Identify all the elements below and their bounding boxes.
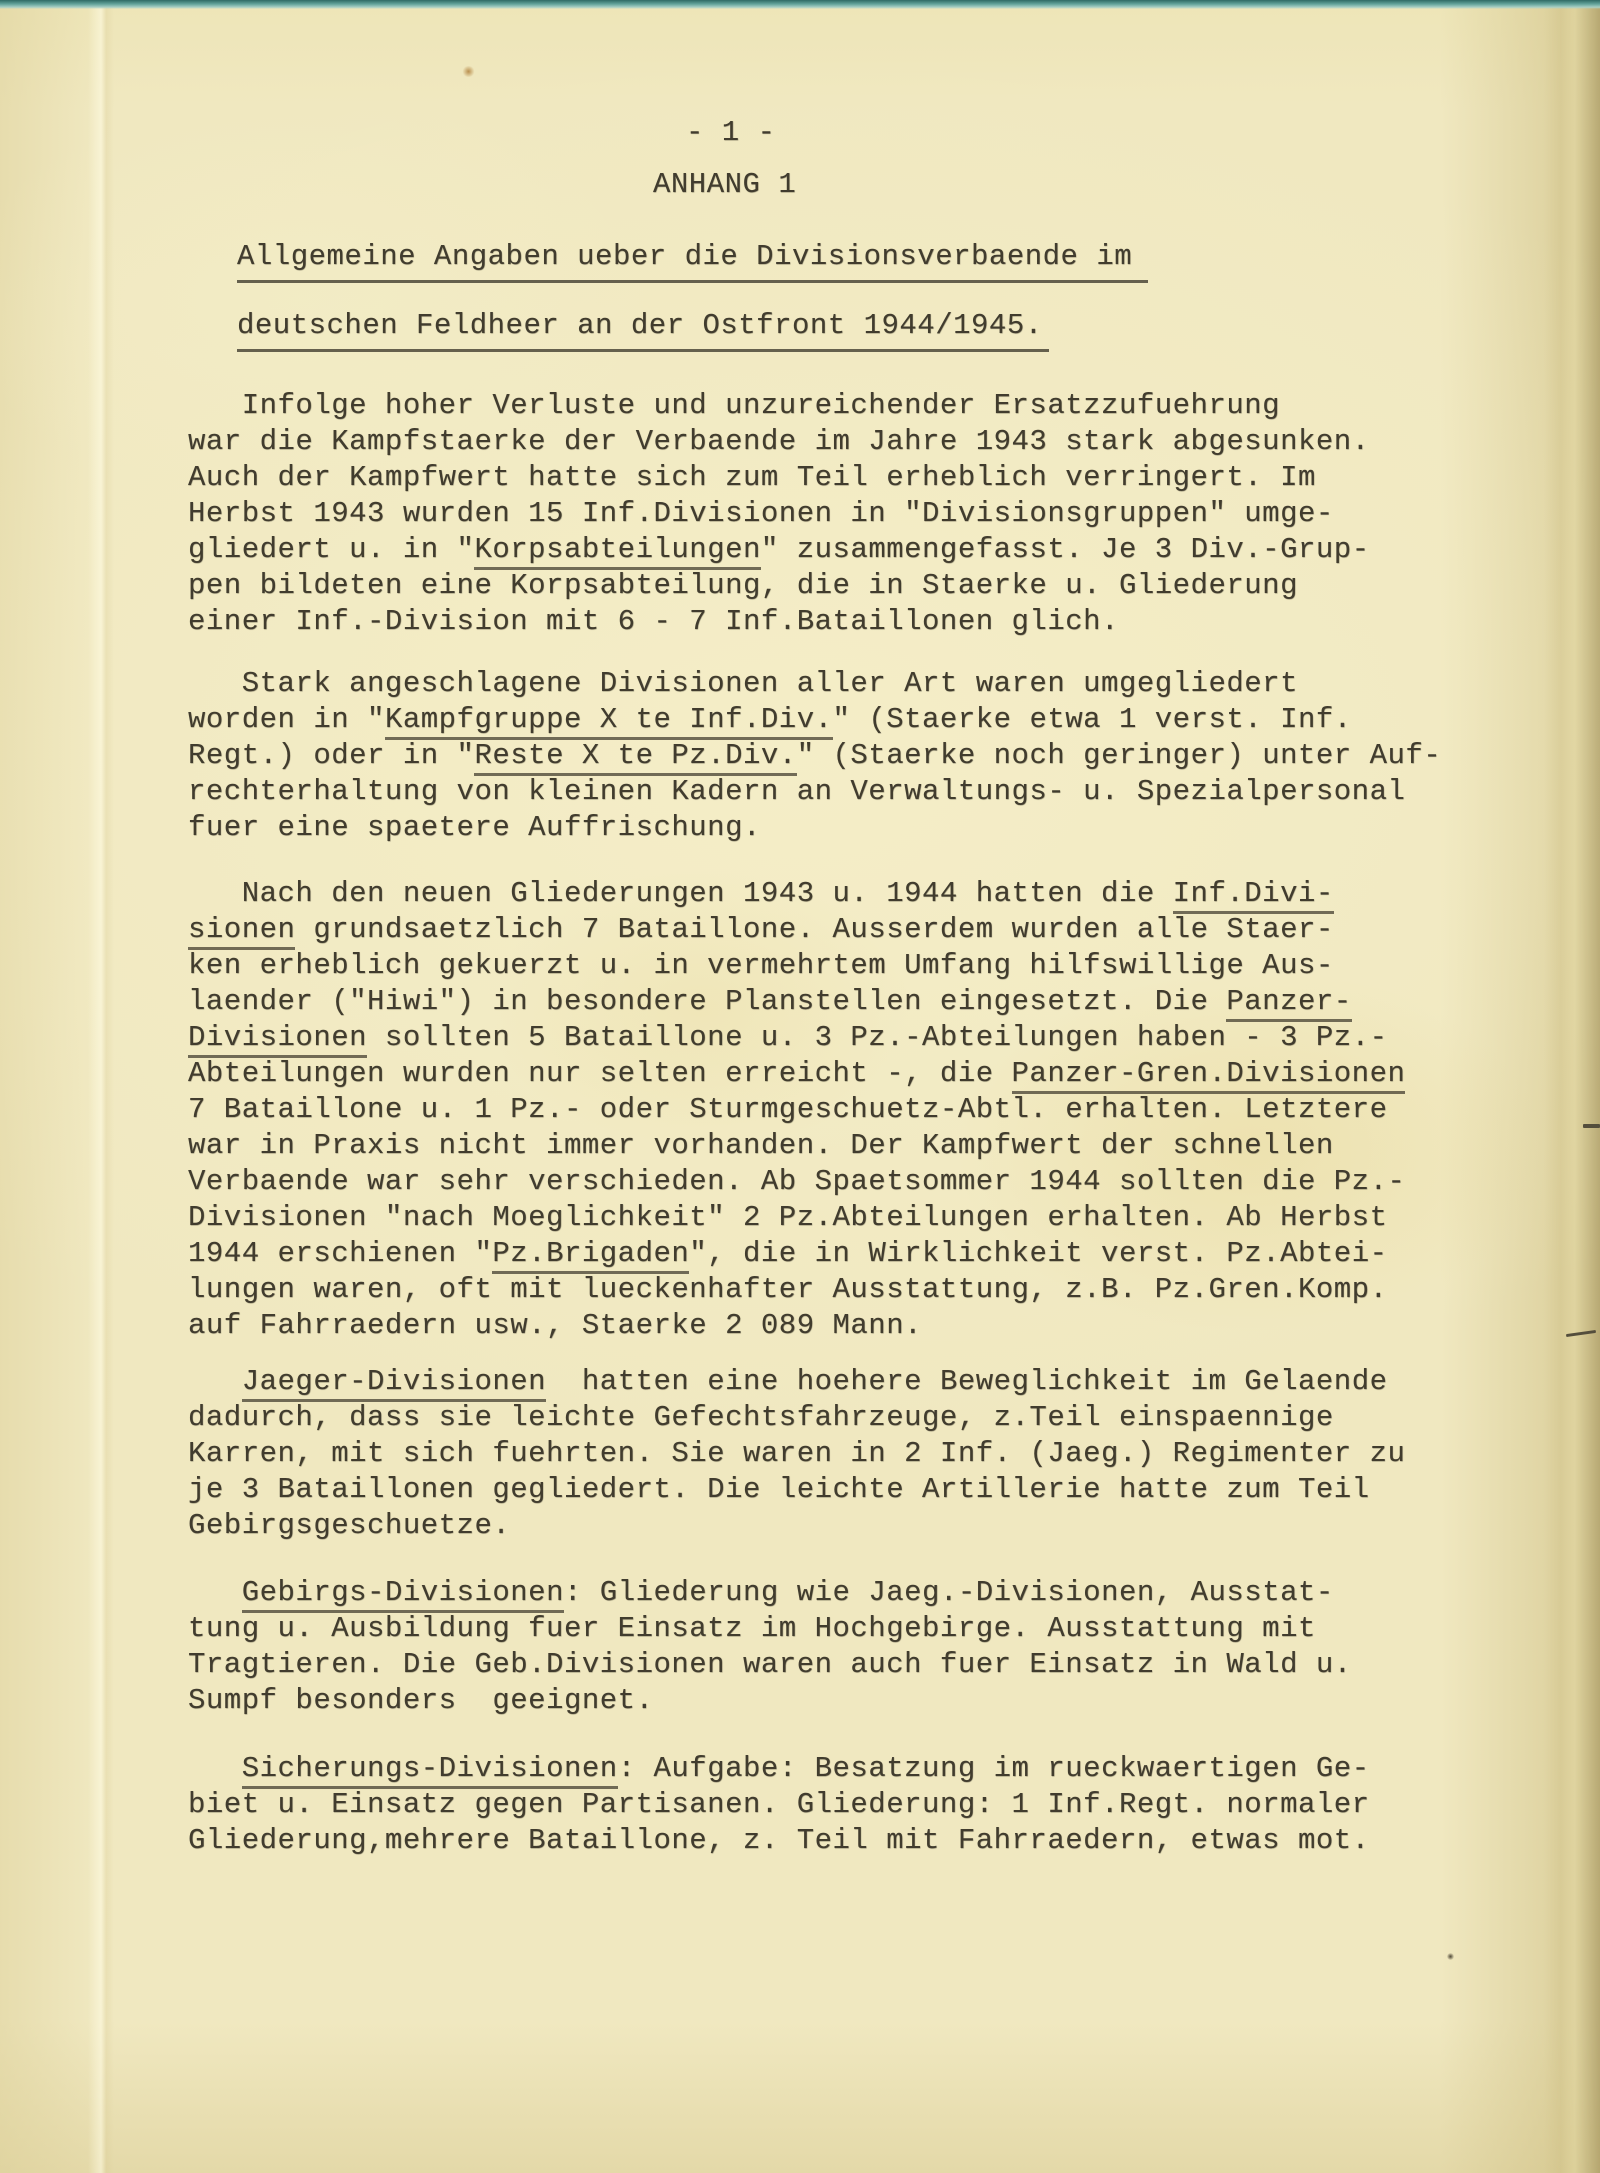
text-run: " zusammengefasst. Je 3 Div.-Grup- [760,533,1370,566]
text-run: worden in " [188,703,385,736]
text-run: " (Staerke etwa 1 verst. Inf. [832,703,1352,736]
text-line [188,388,1370,424]
text-line [188,604,1370,640]
text-run: : Gliederung wie Jaeg.-Divisionen, Ausstat- [563,1576,1334,1609]
text-line [188,810,1441,846]
text-run: biet u. Einsatz gegen Partisanen. Gliederung: 1 Inf.Regt. normaler [188,1788,1370,1821]
text-line [188,532,1370,568]
text-run: war in Praxis nicht immer vorhanden. Der Kampfwert der schnellen [188,1129,1334,1162]
underlined-text-run: Sicherungs-Divisionen [242,1752,618,1789]
text-run: Gliederung,mehrere Bataillone, z. Teil mit Fahrraedern, etwas mot. [188,1824,1370,1857]
text-line [188,1236,1405,1272]
paragraph [188,876,1405,1344]
document-title-line-1: Allgemeine Angaben ueber die Divisionsverbaende im [237,240,1148,283]
underlined-text-run: Reste X te Pz.Div. [474,739,796,776]
text-run: : Aufgabe: Besatzung im rueckwaertigen Ge- [617,1752,1370,1785]
text-line [188,948,1405,984]
text-line [188,1508,1405,1544]
text-run [188,1365,242,1398]
text-line [188,1128,1405,1164]
text-line [188,876,1405,912]
text-run: Nach den neuen Gliederungen 1943 u. 1944 hatten die [188,877,1173,910]
text-run: fuer eine spaetere Auffrischung. [188,811,761,844]
text-line [188,1683,1352,1719]
text-line [188,1823,1370,1859]
text-run: laender ("Hiwi") in besondere Planstellen eingesetzt. Die [188,985,1227,1018]
text-line [188,1308,1405,1344]
document-heading: ANHANG 1 [653,168,797,201]
text-run [188,1576,242,1609]
edge-mark [1583,1124,1600,1128]
text-run: Herbst 1943 wurden 15 Inf.Divisionen in "Divisionsgruppen" umge- [188,497,1334,530]
text-run: grundsaetzlich 7 Bataillone. Ausserdem wurden alle Staer- [295,913,1334,946]
text-run: tung u. Ausbildung fuer Einsatz im Hochgebirge. Ausstattung mit [188,1612,1316,1645]
text-run: " (Staerke noch geringer) unter Auf- [796,739,1442,772]
text-line [188,912,1405,948]
text-line [188,1092,1405,1128]
document-title-line-2: deutschen Feldheer an der Ostfront 1944/1945. [237,309,1049,352]
text-run: pen bildeten eine Korpsabteilung, die in Staerke u. Gliederung [188,569,1298,602]
underlined-text-run: Divisionen [188,1021,367,1058]
text-run: lungen waren, oft mit lueckenhafter Ausstattung, z.B. Pz.Gren.Komp. [188,1273,1388,1306]
text-line [188,1056,1405,1092]
paper-stain-speck [462,66,475,77]
text-run: ", die in Wirklichkeit verst. Pz.Abtei- [689,1237,1388,1270]
text-run: dadurch, dass sie leichte Gefechtsfahrzeuge, z.Teil einspaennige [188,1401,1334,1434]
text-line [188,424,1370,460]
text-line [188,460,1370,496]
text-line [188,1611,1352,1647]
text-run: Auch der Kampfwert hatte sich zum Teil erheblich verringert. Im [188,461,1316,494]
text-run: Infolge hoher Verluste und unzureichender Ersatzzufuehrung [188,389,1281,422]
underlined-text-run: Panzer-Gren.Divisionen [1012,1057,1406,1094]
text-line [188,496,1370,532]
text-line [188,774,1441,810]
text-run: hatten eine hoehere Beweglichkeit im Gelaende [546,1365,1388,1398]
text-run: Regt.) oder in " [188,739,475,772]
underlined-text-run: Pz.Brigaden [492,1237,689,1274]
text-run: Karren, mit sich fuehrten. Sie waren in 2 Inf. (Jaeg.) Regimenter zu [188,1437,1406,1470]
underlined-text-run: Korpsabteilungen [474,533,760,570]
text-run: war die Kampfstaerke der Verbaende im Jahre 1943 stark abgesunken. [188,425,1370,458]
paragraph [188,666,1441,846]
text-line [188,1164,1405,1200]
text-line [188,1364,1405,1400]
paper-crease [88,0,114,2173]
underlined-text-run: Gebirgs-Divisionen [242,1576,564,1613]
underlined-text-run: Jaeger-Divisionen [242,1365,546,1402]
text-run: Verbaende war sehr verschieden. Ab Spaetsommer 1944 sollten die Pz.- [188,1165,1406,1198]
text-run: ken erheblich gekuerzt u. in vermehrtem Umfang hilfswillige Aus- [188,949,1334,982]
paragraph [188,1364,1405,1544]
paper-ink-speck [1447,1953,1454,1960]
text-line [188,1751,1370,1787]
paragraph [188,1751,1370,1859]
text-line [188,702,1441,738]
text-run: auf Fahrraedern usw., Staerke 2 089 Mann. [188,1309,923,1342]
text-line [188,1200,1405,1236]
scanner-edge-strip [0,0,1600,9]
underlined-text-run: Inf.Divi- [1173,877,1334,914]
text-run: 1944 erschienen " [188,1237,493,1270]
text-run: sollten 5 Bataillone u. 3 Pz.-Abteilungen haben - 3 Pz.- [367,1021,1388,1054]
text-run: Abteilungen wurden nur selten erreicht -, die [188,1057,1012,1090]
text-line [188,984,1405,1020]
text-run: rechterhaltung von kleinen Kadern an Verwaltungs- u. Spezialpersonal [188,775,1406,808]
page-number: - 1 - [686,116,776,149]
text-run: 7 Bataillone u. 1 Pz.- oder Sturmgeschuetz-Abtl. erhalten. Letztere [188,1093,1388,1126]
text-run [188,1752,242,1785]
text-line [188,1436,1405,1472]
text-line [188,1647,1352,1683]
text-line [188,1020,1405,1056]
text-line [188,1575,1352,1611]
text-line [188,738,1441,774]
text-run: Stark angeschlagene Divisionen aller Art waren umgegliedert [188,667,1298,700]
text-line [188,568,1370,604]
paragraph [188,1575,1352,1719]
text-line [188,1272,1405,1308]
text-run: gliedert u. in " [188,533,475,566]
text-run: Tragtieren. Die Geb.Divisionen waren auch fuer Einsatz in Wald u. [188,1648,1352,1681]
text-line [188,1400,1405,1436]
text-line [188,1787,1370,1823]
underlined-text-run: Kampfgruppe X te Inf.Div. [385,703,833,740]
paper-right-edge-shadow [1544,0,1600,2173]
paragraph [188,388,1370,640]
underlined-text-run: sionen [188,913,295,950]
text-line [188,1472,1405,1508]
text-run: Gebirgsgeschuetze. [188,1509,511,1542]
text-run: einer Inf.-Division mit 6 - 7 Inf.Bataillonen glich. [188,605,1119,638]
text-line [188,666,1441,702]
text-run: je 3 Bataillonen gegliedert. Die leichte Artillerie hatte zum Teil [188,1473,1370,1506]
text-run: Sumpf besonders geeignet. [188,1684,654,1717]
underlined-text-run: Panzer- [1226,985,1351,1022]
text-run: Divisionen "nach Moeglichkeit" 2 Pz.Abteilungen erhalten. Ab Herbst [188,1201,1388,1234]
